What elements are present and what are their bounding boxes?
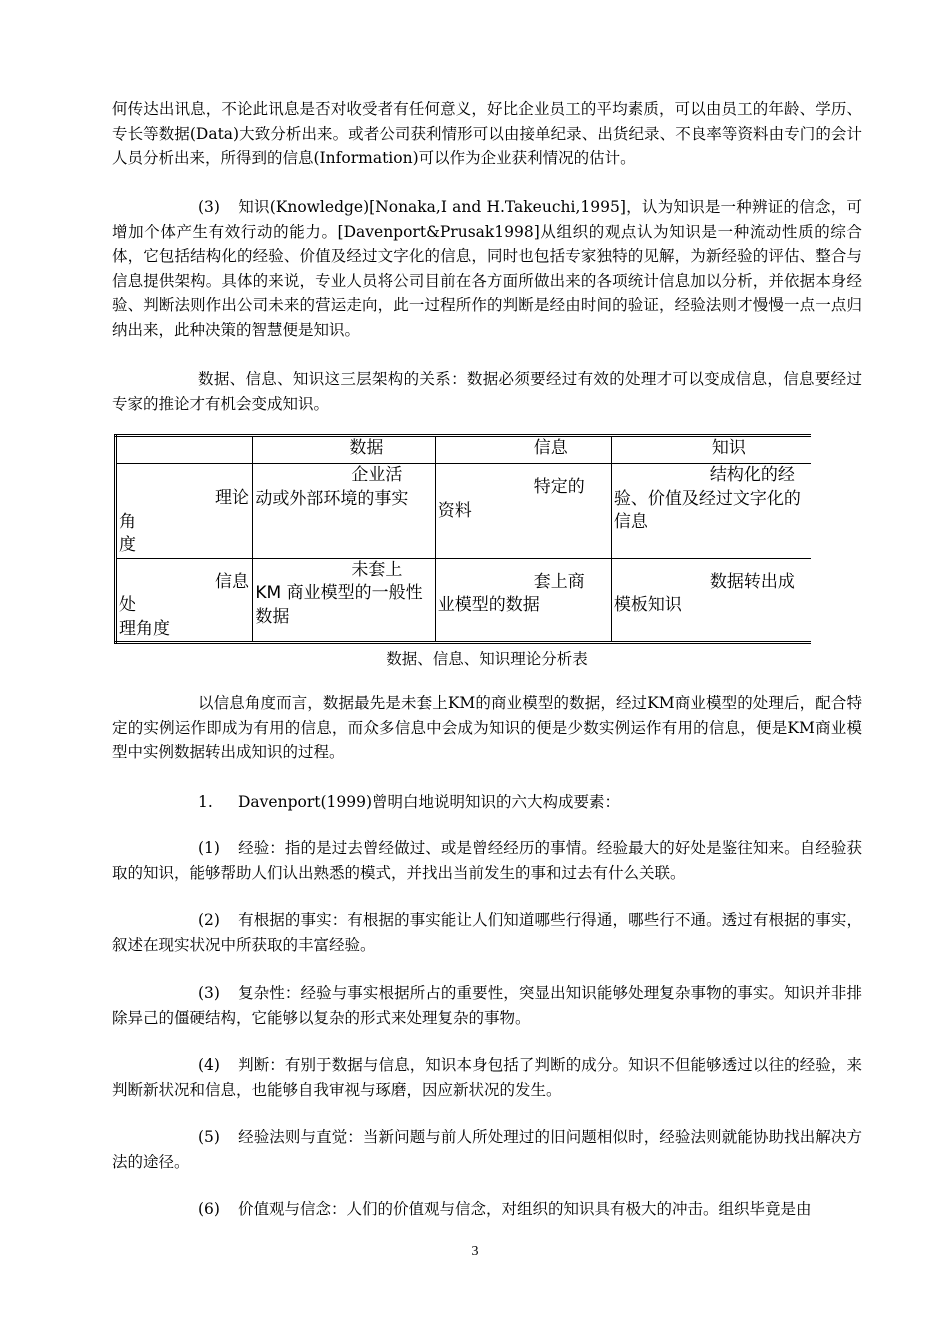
table-header-cell: 信息 xyxy=(435,436,611,464)
list-item xyxy=(112,1053,862,1102)
table-cell: 特定的 资料 xyxy=(435,464,611,559)
list-item-text: 经验：指的是过去曾经做过、或是曾经经历的事情。经验最大的好处是鉴往知来。自经验获取的知识，能够帮助人们认出熟悉的模式，并找出当前发生的事和过去有什么关联。 xyxy=(112,839,862,882)
table-row xyxy=(116,558,812,643)
paragraph-six-elements xyxy=(112,790,862,815)
table-header-cell: 知识 xyxy=(611,436,811,464)
table-cell: 未套上 KM 商业模型的一般性数据 xyxy=(253,558,435,643)
list-item-text: 经验法则与直觉：当新问题与前人所处理过的旧问题相似时，经验法则就能协助找出解决方法的途径。 xyxy=(112,1128,862,1171)
table-caption: 数据、信息、知识理论分析表 xyxy=(386,650,588,668)
table-header-cell xyxy=(116,436,253,464)
list-item-text: 判断：有别于数据与信息，知识本身包括了判断的成分。知识不但能够透过以往的经验，来判断新状况和信息，也能够自我审视与琢磨，因应新状况的发生。 xyxy=(112,1056,862,1099)
paragraph-knowledge xyxy=(112,195,862,342)
paragraph-data-info: 何传达出讯息，不论此讯息是否对收受者有任何意义，好比企业员工的平均素质，可以由员工的年龄、学历、专长等数据(Data)大致分析出来。或者公司获利情形可以由接单纪录、出货纪录、不良率等资料由专门的会计人员分析出来，所得到的信息(Information)可以作为企业获利情况的估计。 xyxy=(112,100,862,167)
theory-analysis-table xyxy=(114,434,811,644)
list-number: 1. xyxy=(198,793,213,811)
list-item xyxy=(112,981,862,1030)
table-cell: 结构化的经 验、价值及经过文字化的信息 xyxy=(611,464,811,559)
list-number: (4) xyxy=(198,1056,220,1074)
list-item xyxy=(112,836,862,885)
table-cell: 数据转出成 模板知识 xyxy=(611,558,811,643)
list-number: (6) xyxy=(198,1200,220,1218)
paragraph-text: 知识(Knowledge)[Nonaka,I and H.Takeuchi,1995]，认为知识是一种辨证的信念，可增加个体产生有效行动的能力。[Davenport&Prusak1998]从组织的观点认为知识是一种流动性质的综合体，它包括结构化的经验、价值及经过文字化的信息，同时也包括专家独特的见解，为新经验的评估、整合与信息提供架构。具体的来说，专业人员将公司目前在各方面所做出来的各项统计信息加以分析，并依据本身经验、判断法则作出公司未来的营运走向，此一过程所作的判断是经由时间的验证，经验法则才慢慢一点一点归纳出来，此种决策的智慧便是知识。 xyxy=(112,198,862,339)
list-number: (1) xyxy=(198,839,220,857)
page-number: 3 xyxy=(471,1244,479,1259)
paragraph-text: Davenport(1999)曾明白地说明知识的六大构成要素： xyxy=(238,793,621,811)
paragraph-info-angle: 以信息角度而言，数据最先是未套上KM的商业模型的数据，经过KM商业模型的处理后，配合特定的实例运作即成为有用的信息，而众多信息中会成为知识的便是少数实例运作有用的信息，便是KM商业模型中实例数据转出成知识的过程。 xyxy=(112,694,862,761)
list-number: (3) xyxy=(198,984,220,1002)
table-header-cell: 数据 xyxy=(253,436,435,464)
list-item xyxy=(112,908,862,957)
list-item-text: 复杂性：经验与事实根据所占的重要性，突显出知识能够处理复杂事物的事实。知识并非排除异己的僵硬结构，它能够以复杂的形式来处理复杂的事物。 xyxy=(112,984,862,1027)
list-item-text: 有根据的事实：有根据的事实能让人们知道哪些行得通，哪些行不通。透过有根据的事实，叙述在现实状况中所获取的丰富经验。 xyxy=(112,911,862,954)
table-cell: 理论角 度 xyxy=(116,464,253,559)
list-item xyxy=(112,1125,862,1174)
list-number: (2) xyxy=(198,911,220,929)
paragraph-relationship: 数据、信息、知识这三层架构的关系：数据必须要经过有效的处理才可以变成信息，信息要经过专家的推论才有机会变成知识。 xyxy=(112,370,862,413)
table-header-row xyxy=(116,436,812,464)
list-item-text: 价值观与信念：人们的价值观与信念，对组织的知识具有极大的冲击。组织毕竟是由 xyxy=(238,1200,812,1218)
table-cell: 信息处 理角度 xyxy=(116,558,253,643)
table-cell: 企业活 动或外部环境的事实 xyxy=(253,464,435,559)
list-number: (5) xyxy=(198,1128,220,1146)
list-item xyxy=(112,1197,862,1222)
list-number: (3) xyxy=(198,198,220,216)
table-row xyxy=(116,464,812,559)
table-cell: 套上商 业模型的数据 xyxy=(435,558,611,643)
